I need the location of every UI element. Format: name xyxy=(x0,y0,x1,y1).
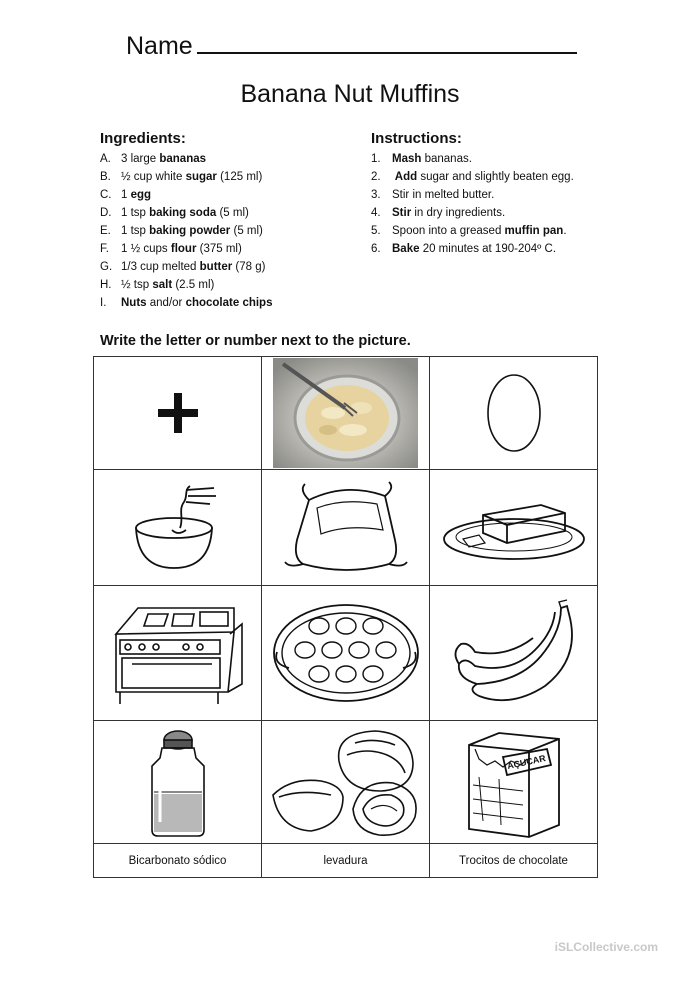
picture-cell-sugar-box[interactable] xyxy=(430,721,598,844)
picture-cell-oven[interactable] xyxy=(94,586,262,721)
instruction-marker: 2. xyxy=(371,171,381,183)
name-label: Name xyxy=(126,32,193,60)
picture-cell-mashed-bananas[interactable] xyxy=(262,357,430,470)
ingredient-text: (2.5 ml) xyxy=(172,279,215,291)
ingredient-marker: A. xyxy=(100,153,111,165)
ingredient-marker: I. xyxy=(100,297,107,309)
caption-chocolate-chips: Trocitos de chocolate xyxy=(430,844,598,878)
walnuts-icon xyxy=(271,725,421,840)
instruction-text: Add xyxy=(392,171,418,183)
ingredient-marker: H. xyxy=(100,279,112,291)
name-blank-line[interactable] xyxy=(197,28,577,54)
ingredient-text: chocolate chips xyxy=(185,297,273,309)
muffin-cup xyxy=(376,642,396,658)
ingredient-text: (125 ml) xyxy=(216,171,263,183)
flour-bag-icon xyxy=(281,478,411,578)
muffin-cup xyxy=(336,666,356,682)
plus-icon xyxy=(148,383,208,443)
instruction-text: 20 minutes at 190-204º C. xyxy=(419,243,557,255)
ingredient-text: flour xyxy=(170,243,197,255)
instruction-marker: 4. xyxy=(371,207,381,219)
instruction-text: Stir in melted butter. xyxy=(392,189,495,201)
ingredient-text: egg xyxy=(130,189,152,201)
ingredient-text: (375 ml) xyxy=(196,243,242,255)
bananas-icon xyxy=(449,598,579,708)
ingredient-item xyxy=(100,258,272,276)
ingredient-marker: E. xyxy=(100,225,111,237)
ingredient-text: 1 ½ cups xyxy=(121,243,171,255)
picture-cell-muffin-pan[interactable] xyxy=(262,586,430,721)
ingredients-heading: Ingredients: xyxy=(100,130,186,147)
picture-cell-butter[interactable] xyxy=(430,470,598,586)
instruction-marker: 1. xyxy=(371,153,381,165)
ingredient-item xyxy=(100,204,272,222)
instruction-item xyxy=(371,186,574,204)
ingredient-item xyxy=(100,186,272,204)
ingredient-marker: G. xyxy=(100,261,113,273)
instruction-text: bananas. xyxy=(421,153,472,165)
ingredient-text: salt xyxy=(152,279,173,291)
instruction-text: sugar and slightly beaten egg. xyxy=(417,171,574,183)
muffin-cup xyxy=(336,618,356,634)
ingredient-text: 1 xyxy=(121,189,131,201)
muffin-cup xyxy=(363,618,383,634)
muffin-cup xyxy=(363,666,383,682)
ingredient-marker: B. xyxy=(100,171,111,183)
instructions-heading: Instructions: xyxy=(371,130,462,147)
name-line xyxy=(126,28,577,61)
page-title: Banana Nut Muffins xyxy=(240,80,460,108)
ingredient-text: ½ cup white xyxy=(121,171,186,183)
ingredient-text: ½ tsp xyxy=(121,279,153,291)
instruction-text: Stir xyxy=(392,207,412,219)
muffin-cup xyxy=(309,666,329,682)
caption-yeast: levadura xyxy=(262,844,430,878)
muffin-cup xyxy=(349,642,369,658)
ingredient-item xyxy=(100,150,272,168)
instruction-item xyxy=(371,240,574,258)
exercise-instruction: Write the letter or number next to the picture. xyxy=(100,333,411,349)
instruction-text: Spoon into a greased xyxy=(392,225,505,237)
ingredient-item xyxy=(100,168,272,186)
ingredient-item xyxy=(100,222,272,240)
instruction-text: muffin pan xyxy=(504,225,564,237)
mashed-bananas-photo-icon xyxy=(273,358,418,468)
ingredient-marker: D. xyxy=(100,207,112,219)
picture-cell-plus[interactable] xyxy=(94,357,262,470)
picture-cell-bananas[interactable] xyxy=(430,586,598,721)
caption-baking-soda: Bicarbonato sódico xyxy=(94,844,262,878)
instruction-text: . xyxy=(563,225,567,237)
instruction-text: Bake xyxy=(392,243,420,255)
ingredients-list xyxy=(100,150,272,312)
ingredient-item xyxy=(100,240,272,258)
ingredient-text: (5 ml) xyxy=(216,207,249,219)
ingredient-item xyxy=(100,276,272,294)
ingredient-text: Nuts xyxy=(121,297,147,309)
ingredient-text: 1 tsp xyxy=(121,207,150,219)
ingredient-text: bananas xyxy=(159,153,207,165)
instruction-text: in dry ingredients. xyxy=(411,207,506,219)
muffin-cup xyxy=(322,642,342,658)
mixing-bowl-icon xyxy=(128,480,228,575)
ingredient-text: baking soda xyxy=(149,207,217,219)
instruction-item xyxy=(371,150,574,168)
picture-cell-baking-soda-shaker[interactable] xyxy=(94,721,262,844)
ingredient-text: (5 ml) xyxy=(230,225,263,237)
instruction-text: Mash xyxy=(392,153,422,165)
instruction-marker: 6. xyxy=(371,243,381,255)
sugar-box-icon xyxy=(459,725,569,840)
instruction-item xyxy=(371,204,574,222)
salt-shaker-icon xyxy=(138,726,218,838)
muffin-pan-icon xyxy=(271,598,421,708)
ingredient-text: baking powder xyxy=(149,225,231,237)
ingredient-marker: C. xyxy=(100,189,112,201)
instruction-marker: 3. xyxy=(371,189,381,201)
muffin-cup xyxy=(309,618,329,634)
picture-cell-egg[interactable] xyxy=(430,357,598,470)
butter-icon xyxy=(439,493,589,563)
ingredient-text: butter xyxy=(199,261,233,273)
instruction-item xyxy=(371,168,574,186)
watermark: iSLCollective.com xyxy=(554,940,658,954)
ingredient-item xyxy=(100,294,272,312)
ingredient-text: (78 g) xyxy=(232,261,266,273)
picture-cell-mixing-bowl[interactable] xyxy=(94,470,262,586)
ingredient-text: 1/3 cup melted xyxy=(121,261,200,273)
instruction-marker: 5. xyxy=(371,225,381,237)
ingredient-text: 3 large xyxy=(121,153,160,165)
muffin-cup xyxy=(295,642,315,658)
sugar-box-label: AÇUCAR xyxy=(505,752,546,771)
ingredient-text: sugar xyxy=(185,171,217,183)
instructions-list xyxy=(371,150,574,258)
ingredient-text: and/or xyxy=(146,297,186,309)
instruction-item xyxy=(371,222,574,240)
picture-cell-walnuts[interactable] xyxy=(262,721,430,844)
egg-icon xyxy=(479,368,549,458)
picture-cell-flour-bag[interactable] xyxy=(262,470,430,586)
ingredient-marker: F. xyxy=(100,243,109,255)
ingredient-text: 1 tsp xyxy=(121,225,150,237)
oven-icon xyxy=(108,594,248,712)
picture-grid xyxy=(93,356,598,878)
